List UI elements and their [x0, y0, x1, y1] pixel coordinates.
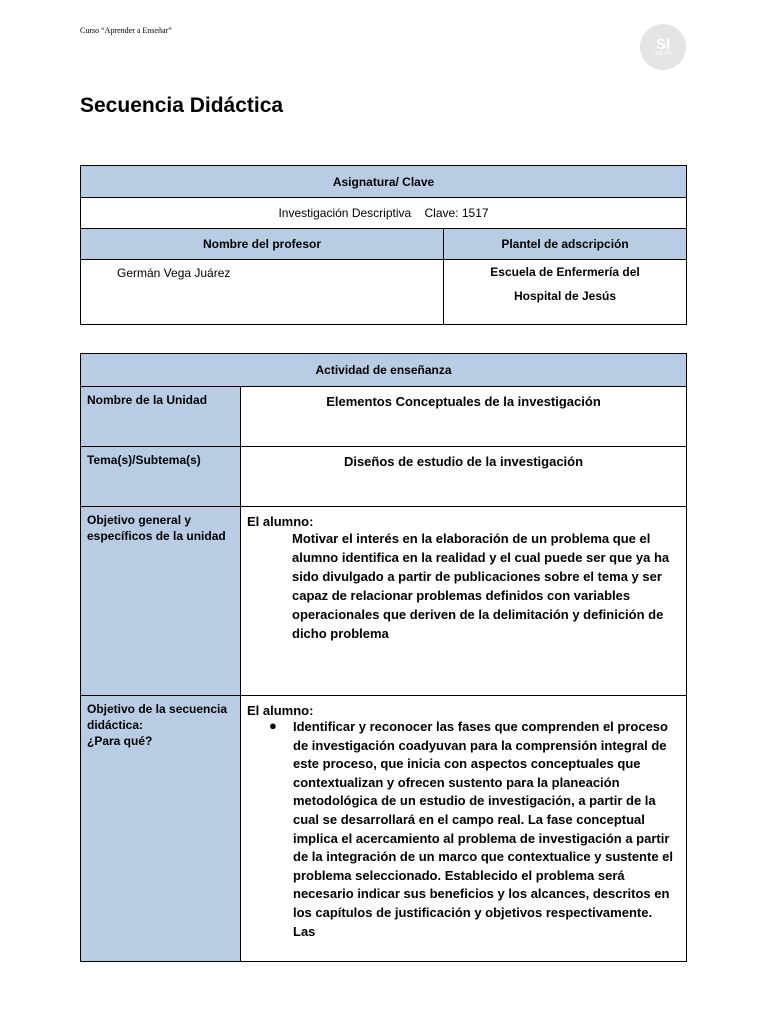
professor-name: Germán Vega Juárez [81, 260, 444, 325]
unit-value: Elementos Conceptuales de la investigación [241, 387, 687, 447]
campus-line-2: Hospital de Jesús [513, 289, 617, 303]
theme-value: Diseños de estudio de la investigación [241, 447, 687, 507]
objective-text: Motivar el interés en la elaboración de un problema que el alumno identifica en la realidad y el cual puede ser que ya ha sido divulgado a partir de publicaciones sobre el tema y ser capaz de relacionar problemas definidos con variables operacionales que deriven de la delimitación y definición de dicho problema [292, 531, 670, 641]
theme-label: Tema(s)/Subtema(s) [81, 447, 241, 507]
professor-header: Nombre del profesor [81, 229, 444, 260]
unit-label: Nombre de la Unidad [81, 387, 241, 447]
logo-subtext: UVA·MX [653, 50, 673, 57]
objective-intro: El alumno: [247, 514, 314, 529]
bullet-icon: ● [269, 718, 277, 733]
logo-text: SI [655, 35, 671, 53]
objective-cell [241, 507, 687, 696]
objective-label: Objetivo general y específicos de la unidad [81, 507, 241, 696]
sequence-bullet-item [269, 718, 678, 941]
asignatura-header: Asignatura/ Clave [81, 166, 687, 198]
asignatura-table [80, 165, 687, 325]
campus-line-1: Escuela de Enfermería del [490, 265, 640, 279]
page-title: Secuencia Didáctica [80, 94, 284, 117]
subject-row [81, 198, 687, 229]
sequence-cell [241, 696, 687, 962]
actividad-table [80, 353, 687, 962]
actividad-header: Actividad de enseñanza [81, 354, 687, 387]
sequence-label-line-2: ¿Para qué? [87, 734, 153, 748]
sequence-intro: El alumno: [247, 703, 314, 718]
sequence-label [81, 696, 241, 962]
institution-logo [640, 24, 686, 70]
course-name: Curso “Aprender a Enseñar” [80, 26, 172, 35]
campus-header: Plantel de adscripción [444, 229, 687, 260]
subject-key: Clave: 1517 [424, 206, 489, 220]
campus-name [444, 260, 687, 325]
sequence-text: Identificar y reconocer las fases que comprenden el proceso de investigación coadyuvan para la comprensión integral de este proceso, que inicia con aspectos conceptuales que contextualizan y ofrecen sustento para la planeación metodológica de un estudio de investigación, a partir de la cual se desarrollará en el campo real. La fase conceptual implica el acercamiento al problema de investigación a partir de la integración de un marco que contextualice y sustente el problema seleccionado. Establecido el problema será necesario indicar sus beneficios y los alcances, descritos en los capítulos de justificación y objetivos respectivamente. Las [293, 719, 673, 939]
subject-name: Investigación Descriptiva [278, 206, 412, 220]
sequence-label-line-1: Objetivo de la secuencia didáctica: [87, 702, 228, 732]
